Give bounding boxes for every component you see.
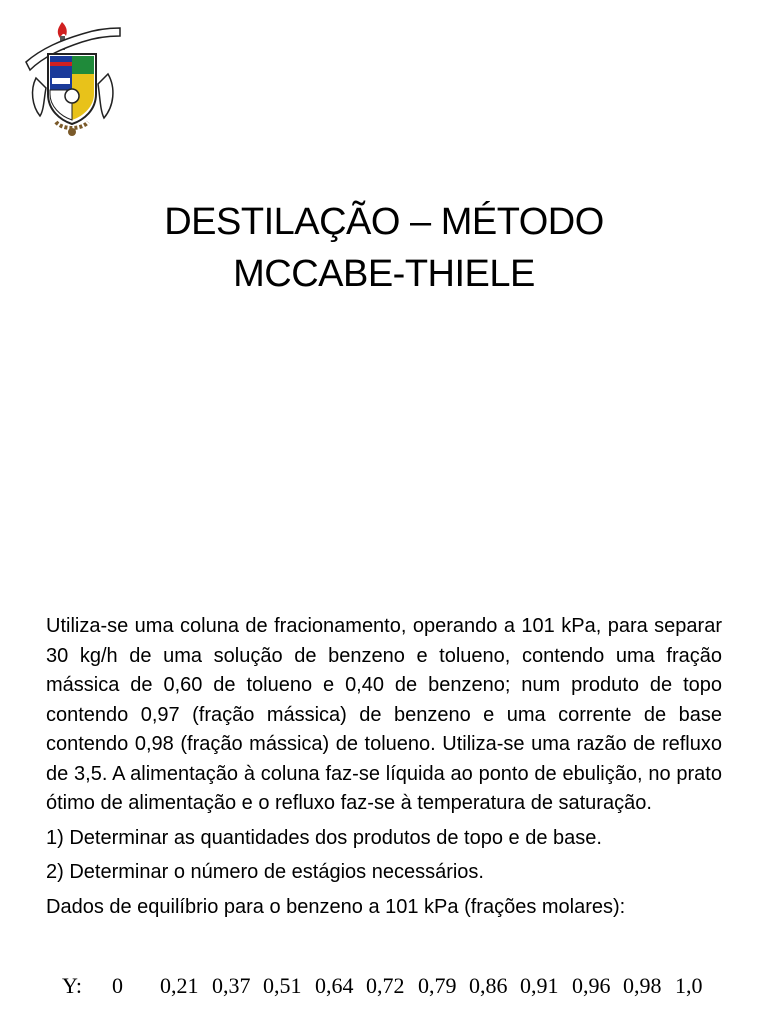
university-logo [22, 18, 122, 138]
question-1: 1) Determinar as quantidades dos produtos de topo e de base. [46, 826, 602, 849]
equilibrium-value: 0,91 [520, 973, 559, 998]
equilibrium-value: 0,21 [160, 973, 199, 998]
page-title [0, 196, 768, 300]
question-2: 2) Determinar o número de estágios necessários. [46, 861, 484, 883]
equilibrium-value: 0,98 [623, 973, 662, 998]
equilibrium-value: 1,0 [675, 973, 703, 998]
equilibrium-label: Y: [62, 973, 82, 998]
equilibrium-row [62, 973, 712, 999]
coat-of-arms-icon [22, 18, 122, 138]
title-line-1: DESTILAÇÃO – MÉTODO [164, 201, 604, 243]
equilibrium-value: 0,86 [469, 973, 508, 998]
title-line-2: MCCABE-THIELE [233, 253, 535, 295]
equilibrium-value: 0,79 [418, 973, 457, 998]
equilibrium-value: 0,96 [572, 973, 611, 998]
problem-body [46, 612, 722, 922]
equilibrium-value: 0 [112, 973, 123, 998]
equilibrium-value: 0,72 [366, 973, 405, 998]
equilibrium-value: 0,37 [212, 973, 251, 998]
equilibrium-intro: Dados de equilíbrio para o benzeno a 101 kPa (frações molares): [46, 895, 626, 918]
problem-statement: Utiliza-se uma coluna de fracionamento, operando a 101 kPa, para separar 30 kg/h de uma solução de benzeno e tolueno, contendo uma fração mássica de 0,60 de tolueno e 0,40 de benzeno; num produto de topo contendo 0,97 (fração mássica) de benzeno e uma corrente de base contendo 0,98 (fração mássica) de tolueno. Utiliza-se uma razão de refluxo de 3,5. A alimentação à coluna faz-se líquida ao ponto de ebulição, no prato ótimo de alimentação e o refluxo faz-se à temperatura de saturação. [46, 615, 722, 814]
equilibrium-value: 0,64 [315, 973, 354, 998]
equilibrium-value: 0,51 [263, 973, 302, 998]
